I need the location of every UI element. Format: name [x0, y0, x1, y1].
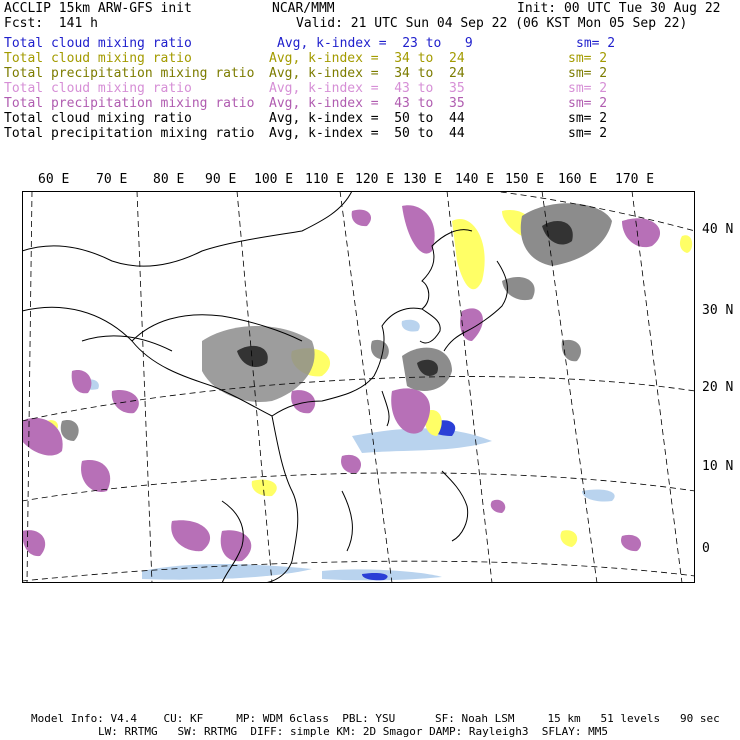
- organization: NCAR/MMM: [272, 1, 335, 16]
- legend-avg: Avg, k-index = 34 to 24: [269, 51, 465, 66]
- legend-avg: Avg, k-index = 43 to 35: [269, 81, 465, 96]
- legend-avg: Avg, k-index = 34 to 24: [269, 66, 465, 81]
- init-time: Init: 00 UTC Tue 30 Aug 22: [517, 1, 721, 16]
- legend-field: Total cloud mixing ratio: [4, 36, 192, 51]
- legend-avg: Avg, k-index = 23 to 9: [277, 36, 473, 51]
- longitude-label: 70 E: [96, 172, 128, 187]
- longitude-label: 160 E: [558, 172, 598, 187]
- longitude-label: 170 E: [615, 172, 655, 187]
- legend-field: Total cloud mixing ratio: [4, 111, 192, 126]
- legend-smoothing: sm= 2: [576, 36, 616, 51]
- model-title: ACCLIP 15km ARW-GFS init: [4, 1, 192, 16]
- legend-field: Total precipitation mixing ratio: [4, 66, 255, 81]
- legend-field: Total precipitation mixing ratio: [4, 96, 255, 111]
- legend-smoothing: sm= 2: [568, 111, 608, 126]
- legend-smoothing: sm= 2: [568, 51, 608, 66]
- legend-smoothing: sm= 2: [568, 126, 608, 141]
- longitude-label: 150 E: [505, 172, 545, 187]
- legend-avg: Avg, k-index = 43 to 35: [269, 96, 465, 111]
- legend-smoothing: sm= 2: [568, 81, 608, 96]
- legend-smoothing: sm= 2: [568, 66, 608, 81]
- longitude-label: 90 E: [205, 172, 237, 187]
- longitude-label: 110 E: [305, 172, 345, 187]
- map-frame: [22, 191, 695, 583]
- longitude-label: 130 E: [403, 172, 443, 187]
- latitude-label: 30 N: [702, 303, 734, 318]
- legend-smoothing: sm= 2: [568, 96, 608, 111]
- model-info-line-2: LW: RRTMG SW: RRTMG DIFF: simple KM: 2D Smagor DAMP: Rayleigh3 SFLAY: MM5: [98, 725, 608, 738]
- legend-avg: Avg, k-index = 50 to 44: [269, 111, 465, 126]
- legend-field: Total cloud mixing ratio: [4, 81, 192, 96]
- longitude-label: 140 E: [455, 172, 495, 187]
- forecast-hour: Fcst: 141 h: [4, 16, 98, 31]
- longitude-label: 120 E: [355, 172, 395, 187]
- legend-avg: Avg, k-index = 50 to 44: [269, 126, 465, 141]
- legend-field: Total cloud mixing ratio: [4, 51, 192, 66]
- legend-field: Total precipitation mixing ratio: [4, 126, 255, 141]
- latitude-label: 40 N: [702, 222, 734, 237]
- latitude-label: 0: [702, 541, 710, 556]
- latitude-label: 10 N: [702, 459, 734, 474]
- longitude-label: 80 E: [153, 172, 185, 187]
- latitude-label: 20 N: [702, 380, 734, 395]
- longitude-label: 60 E: [38, 172, 70, 187]
- valid-time: Valid: 21 UTC Sun 04 Sep 22 (06 KST Mon 05 Sep 22): [296, 16, 688, 31]
- model-info-line-1: Model Info: V4.4 CU: KF MP: WDM 6class PBL: YSU SF: Noah LSM 15 km 51 levels 90 sec: [31, 712, 720, 725]
- longitude-label: 100 E: [254, 172, 294, 187]
